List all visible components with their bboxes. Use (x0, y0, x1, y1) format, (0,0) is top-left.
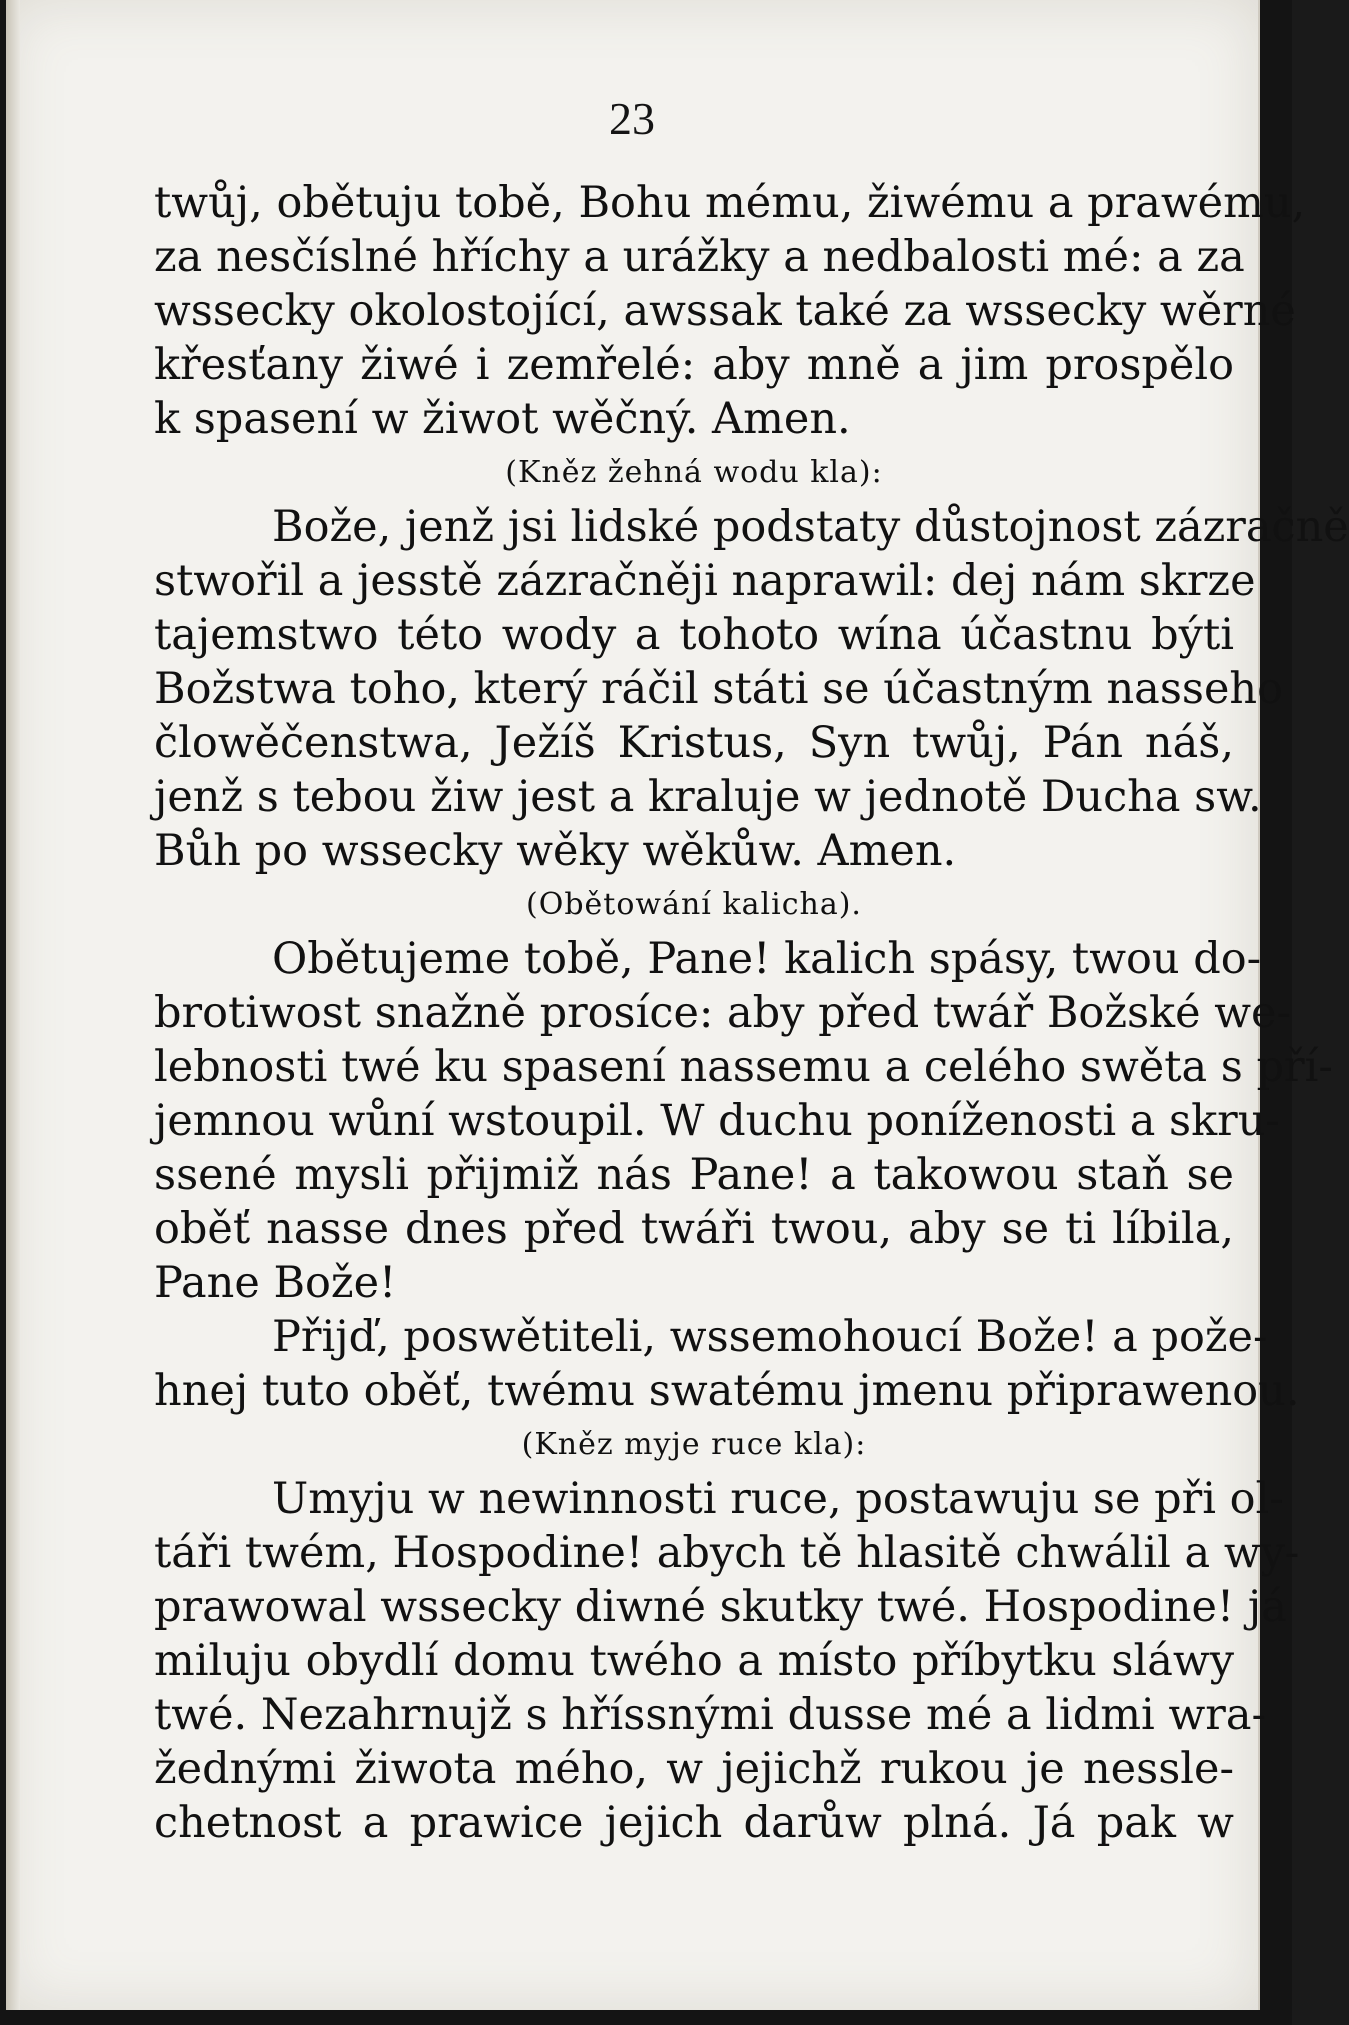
text-line: jemnou wůní wstoupil. W duchu poníženosti a skru- (154, 1096, 1280, 1146)
text-line: křesťany žiwé i zemřelé: aby mně a jim prospělo (154, 340, 1234, 390)
text-line: prawowal wssecky diwné skutky twé. Hospodine! já (154, 1582, 1287, 1632)
text-line: oběť nasse dnes před twáři twou, aby se ti líbila, (154, 1204, 1234, 1254)
text-line: lebnosti twé ku spasení nassemu a celého swěta s pří- (154, 1042, 1333, 1092)
text-line: Umyju w newinnosti ruce, postawuju se při ol- (272, 1474, 1284, 1524)
text-line: brotiwost snažně prosíce: aby před twář Božské we- (154, 988, 1292, 1038)
text-line: twůj, obětuju tobě, Bohu mému, žiwému a prawému, (154, 178, 1306, 228)
page-number: 23 (609, 93, 655, 144)
text-line: táři twém, Hospodine! abych tě hlasitě chwálil a wy- (154, 1528, 1300, 1578)
text-line: miluju obydlí domu twého a místo příbytku sláwy (154, 1636, 1234, 1686)
text-line: Obětujeme tobě, Pane! kalich spásy, twou do- (272, 934, 1262, 984)
body-text (154, 176, 1349, 1850)
text-line: k spasení w žiwot wěčný. Amen. (154, 394, 851, 444)
text-line: Pane Bože! (154, 1258, 397, 1308)
rubric-line: (Obětowání kalicha). (526, 887, 862, 922)
text-line: Bože, jenž jsi lidské podstaty důstojnost zázračně (272, 502, 1349, 552)
text-line: chetnost a prawice jejich darůw plná. Já pak w (154, 1798, 1234, 1848)
text-line: stwořil a jesstě zázračněji naprawil: dej nám skrze (154, 556, 1256, 606)
rubric-line: (Kněz myje ruce kla): (521, 1427, 867, 1462)
text-line: wssecky okolostojící, awssak také za wssecky wěrné (154, 286, 1296, 336)
text-line: Božstwa toho, který ráčil státi se účastným nasseho (154, 664, 1283, 714)
book-page (6, 0, 1349, 2010)
text-line: twé. Nezahrnujž s hříssnými dusse mé a lidmi wra- (154, 1690, 1266, 1740)
text-line: jenž s tebou žiw jest a kraluje w jednotě Ducha sw. (154, 772, 1262, 822)
text-line: Bůh po wssecky wěky wěkůw. Amen. (154, 826, 957, 876)
text-line: tajemstwo této wody a tohoto wína účastnu býti (154, 610, 1234, 660)
text-line: žednými žiwota mého, w jejichž rukou je nessle- (154, 1744, 1234, 1794)
text-line: ssené mysli přijmiž nás Pane! a takowou staň se (154, 1150, 1234, 1200)
page-spine-shadow (6, 0, 20, 2010)
text-line: člowěčenstwa, Ježíš Kristus, Syn twůj, Pán náš, (154, 718, 1234, 768)
text-line: hnej tuto oběť, twému swatému jmenu připrawenou. (154, 1366, 1300, 1416)
text-line: Přijď, poswětiteli, wssemohoucí Bože! a pože- (272, 1312, 1268, 1362)
rubric-line: (Kněz žehná wodu kla): (505, 455, 883, 490)
text-line: za nesčíslné hříchy a urážky a nedbalosti mé: a za (154, 232, 1245, 282)
